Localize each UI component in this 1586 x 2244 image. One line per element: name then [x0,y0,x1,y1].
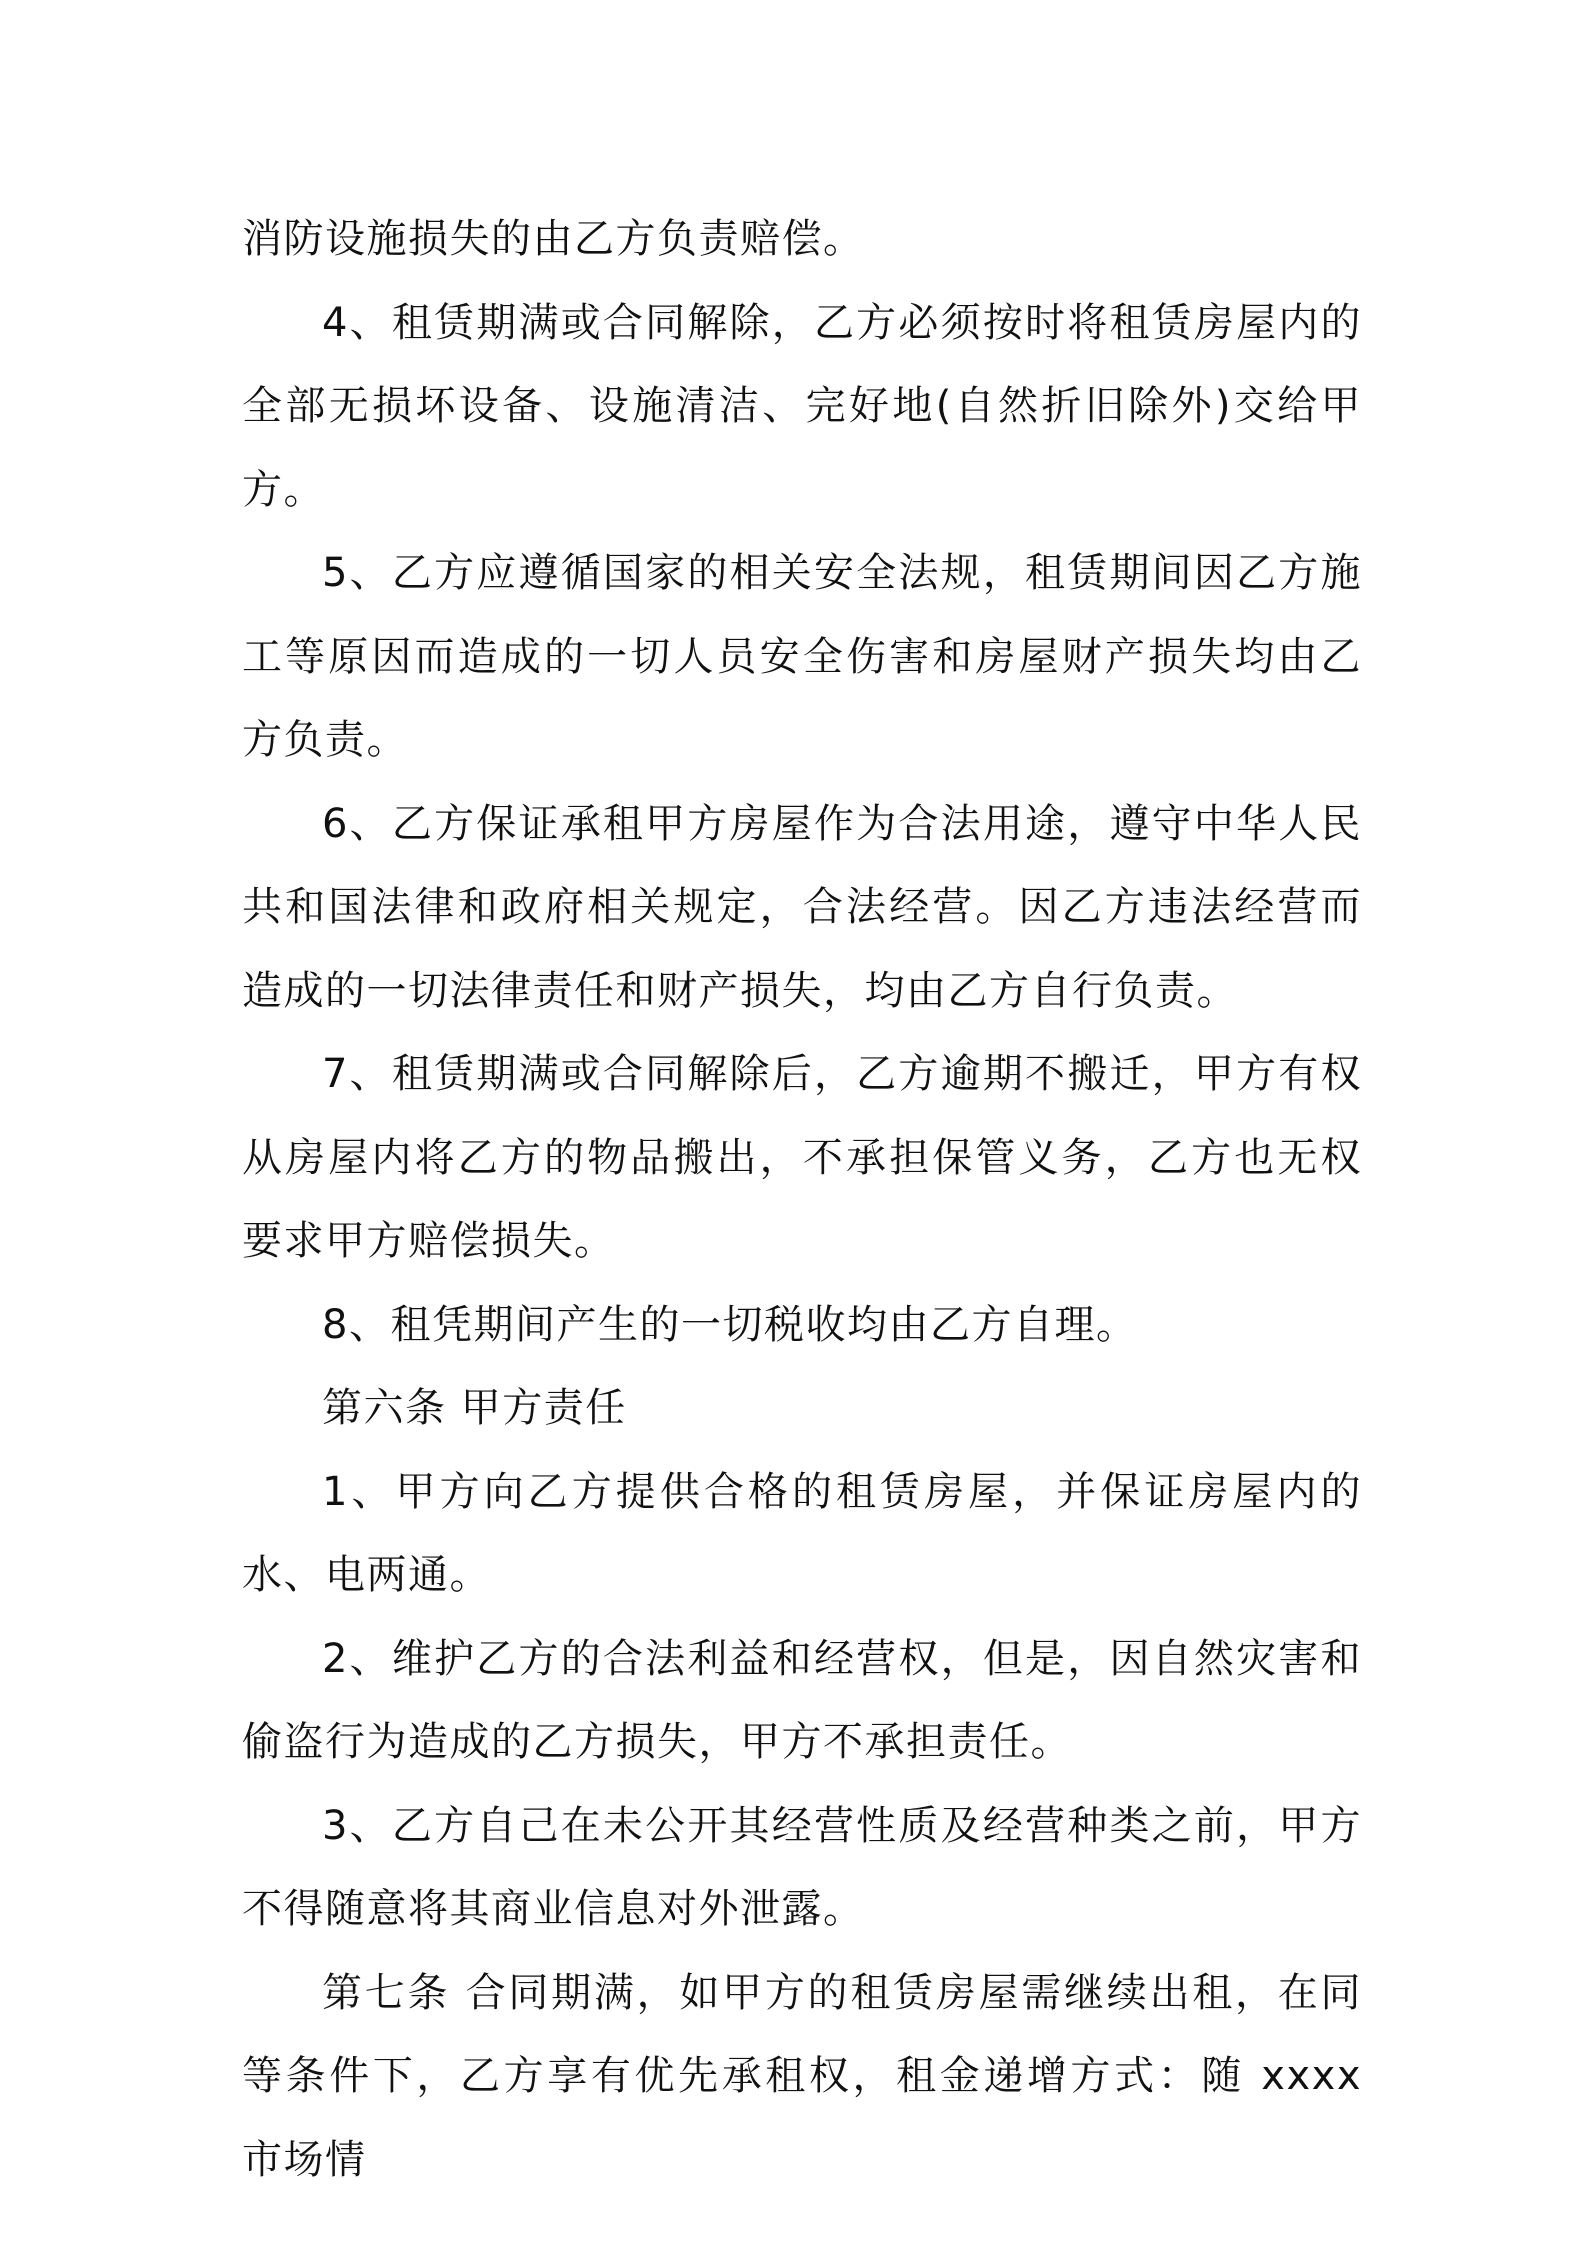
paragraph-clause-6-lawful-use: 6、乙方保证承租甲方房屋作为合法用途，遵守中华人民共和国法律和政府相关规定，合法经营。因乙方违法经营而造成的一切法律责任和财产损失，均由乙方自行负责。 [242,800,1362,1014]
paragraph-party-a-clause-3: 3、乙方自己在未公开其经营性质及经营种类之前，甲方不得随意将其商业信息对外泄露。 [242,1802,1362,1932]
paragraph-clause-7-overdue-removal: 7、租赁期满或合同解除后，乙方逾期不搬迁，甲方有权从房屋内将乙方的物品搬出，不承担保管义务，乙方也无权要求甲方赔偿损失。 [242,1051,1362,1264]
paragraph-clause-4-return-property: 4、租赁期满或合同解除，乙方必须按时将租赁房屋内的全部无损坏设备、设施清洁、完好地(自然折旧除外)交给甲方。 [242,299,1362,513]
paragraph-party-a-clause-2: 2、维护乙方的合法利益和经营权，但是，因自然灾害和偷盗行为造成的乙方损失，甲方不承担责任。 [242,1635,1362,1765]
section-heading-article-6: 第六条 甲方责任 [322,1385,627,1431]
paragraph-article-7-renewal: 第七条 合同期满，如甲方的租赁房屋需继续出租，在同等条件下，乙方享有优先承租权，租金递增方式：随 xxxx 市场情 [242,1969,1362,2183]
paragraph-fire-facility-loss: 消防设施损失的由乙方负责赔偿。 [242,216,865,262]
document-body [242,198,1362,2202]
paragraph-clause-8-taxes: 8、租凭期间产生的一切税收均由乙方自理。 [322,1301,1138,1348]
paragraph-party-a-clause-1: 1、甲方向乙方提供合格的租赁房屋，并保证房屋内的水、电两通。 [242,1468,1362,1598]
paragraph-clause-5-safety: 5、乙方应遵循国家的相关安全法规，租赁期间因乙方施工等原因而造成的一切人员安全伤害和房屋财产损失均由乙方负责。 [242,550,1362,763]
